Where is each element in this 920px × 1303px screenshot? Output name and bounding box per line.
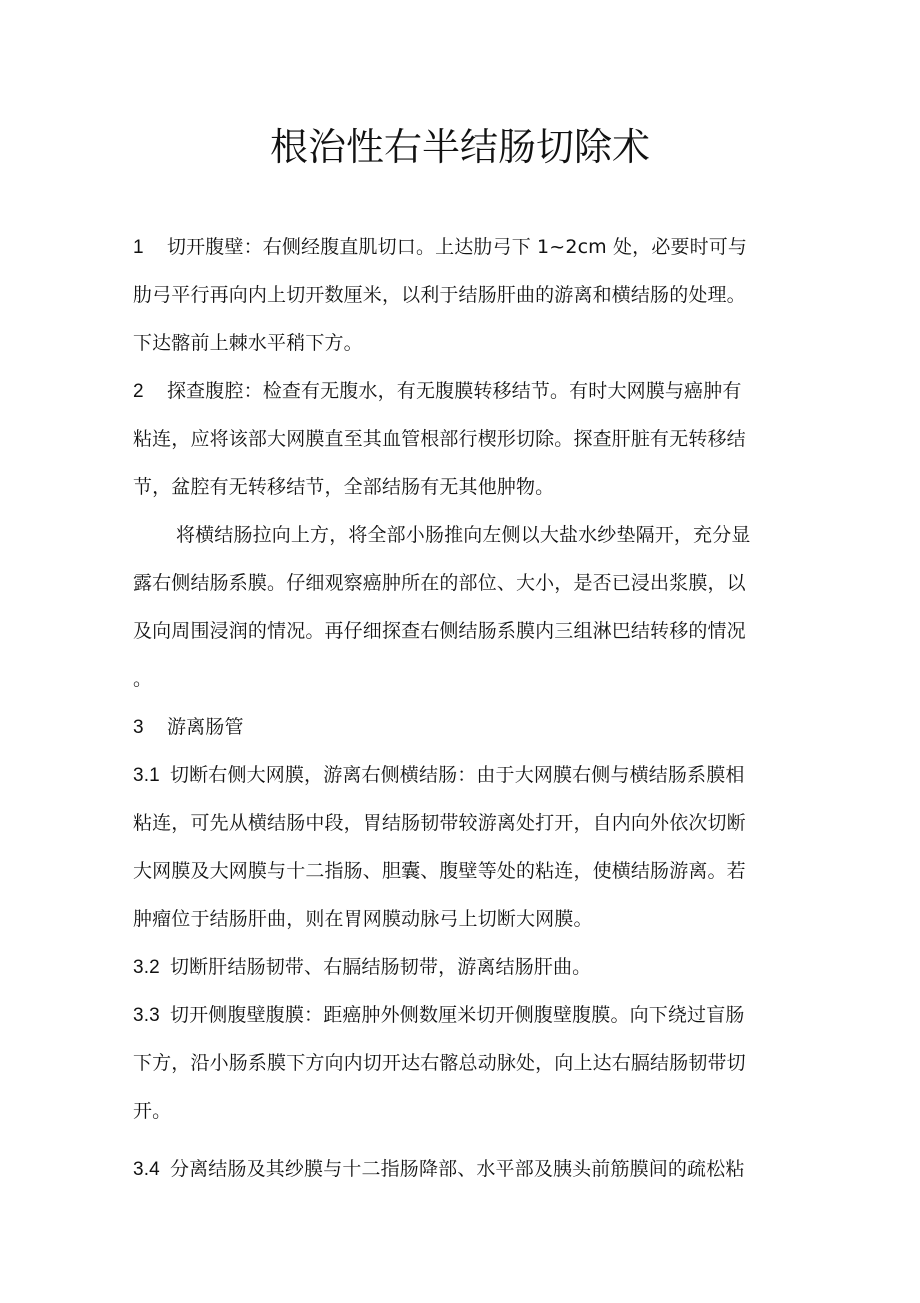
section-1-line-2: 肋弓平行再向内上切开数厘米，以利于结肠肝曲的游离和横结肠的处理。	[133, 284, 746, 306]
section-number: 3.4	[133, 1159, 160, 1180]
section-3-3-line-2: 下方，沿小肠系膜下方向内切开达右髂总动脉处，向上达右膈结肠韧带切	[133, 1052, 746, 1074]
section-1-line-1	[133, 233, 793, 262]
paragraph-text: 切断肝结肠韧带、右膈结肠韧带，游离结肠肝曲。	[170, 956, 592, 978]
section-3-1-line-1	[133, 761, 793, 790]
section-3-2-line-1	[133, 953, 793, 982]
paragraph-text: 分离结肠及其纱膜与十二指肠降部、水平部及胰头前筋膜间的疏松粘	[170, 1158, 745, 1180]
section-number: 3.1	[133, 765, 160, 786]
paragraph-line-2: 露右侧结肠系膜。仔细观察癌肿所在的部位、大小，是否已浸出浆膜，以	[133, 572, 746, 594]
section-number: 3.3	[133, 1005, 160, 1026]
section-3-heading	[133, 713, 793, 742]
paragraph-text: 切断右侧大网膜，游离右侧横结肠：由于大网膜右侧与横结肠系膜相	[170, 764, 745, 786]
section-number: 3.2	[133, 957, 160, 978]
paragraph-text: 探查腹腔：检查有无腹水，有无腹膜转移结节。有时大网膜与癌肿有	[167, 380, 742, 402]
section-2-line-3: 节，盆腔有无转移结节，全部结肠有无其他肿物。	[133, 476, 555, 498]
section-2-line-1	[133, 377, 793, 406]
section-3-1-line-2: 粘连，可先从横结肠中段，胃结肠韧带较游离处打开，自内向外依次切断	[133, 812, 746, 834]
section-number: 1	[133, 237, 144, 258]
paragraph-text: 切开腹壁：右侧经腹直肌切口。上达肋弓下 1~2cm 处，必要时可与	[167, 236, 748, 258]
section-3-3-line-1	[133, 1001, 793, 1030]
section-3-1-line-4: 肿瘤位于结肠肝曲，则在胃网膜动脉弓上切断大网膜。	[133, 908, 593, 930]
document-title: 根治性右半结肠切除术	[269, 125, 650, 169]
section-number: 2	[133, 381, 144, 402]
paragraph-line-4: 。	[133, 668, 153, 690]
section-2-line-2: 粘连，应将该部大网膜直至其血管根部行楔形切除。探查肝脏有无转移结	[133, 428, 746, 450]
section-heading-text: 游离肠管	[167, 716, 244, 738]
paragraph-line-1: 将横结肠拉向上方，将全部小肠推向左侧以大盐水纱垫隔开，充分显	[176, 524, 751, 546]
section-1-line-3: 下达髂前上棘水平稍下方。	[133, 332, 363, 354]
paragraph-text: 切开侧腹壁腹膜：距癌肿外侧数厘米切开侧腹壁腹膜。向下绕过盲肠	[170, 1004, 745, 1026]
section-number: 3	[133, 717, 144, 738]
section-3-4-line-1	[133, 1155, 793, 1184]
section-3-3-line-3: 开。	[133, 1100, 172, 1122]
paragraph-line-3: 及向周围浸润的情况。再仔细探查右侧结肠系膜内三组淋巴结转移的情况	[133, 620, 746, 642]
section-3-1-line-3: 大网膜及大网膜与十二指肠、胆囊、腹壁等处的粘连，使横结肠游离。若	[133, 860, 746, 882]
